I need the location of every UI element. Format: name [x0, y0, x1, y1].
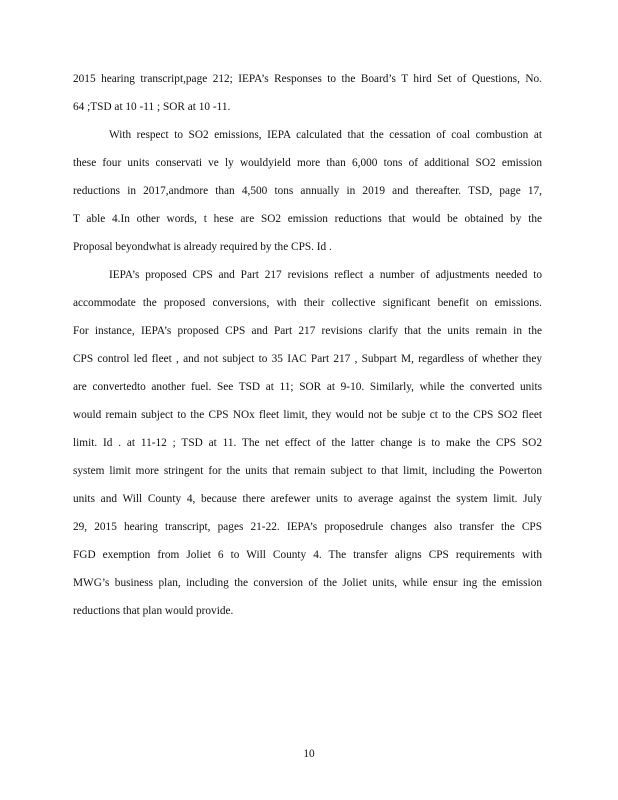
text-line: 2015 hearing transcript,page 212; IEPA’s Responses to the Board’s T hird Set of Questions, No.	[73, 73, 542, 85]
text-line: T able 4.In other words, t hese are SO2 emission reductions that would be obtained by the	[73, 213, 542, 225]
text-line: 64 ;TSD at 10 -11 ; SOR at 10 -11.	[73, 101, 231, 113]
text-line: Proposal beyondwhat is already required by the CPS. Id .	[73, 241, 332, 253]
text-line: system limit more stringent for the units that remain subject to that limit, including the Powerton	[73, 465, 542, 477]
text-line: IEPA’s proposed CPS and Part 217 revisions reflect a number of adjustments needed to	[109, 269, 542, 281]
text-line: are convertedto another fuel. See TSD at 11; SOR at 9-10. Similarly, while the converted units	[73, 381, 542, 393]
text-line: reductions that plan would provide.	[73, 605, 234, 617]
text-line: 29, 2015 hearing transcript, pages 21-22. IEPA’s proposedrule changes also transfer the CPS	[73, 521, 542, 533]
text-line: MWG’s business plan, including the conversion of the Joliet units, while ensur ing the emission	[73, 577, 542, 589]
page-number: 10	[303, 748, 315, 760]
text-line: limit. Id . at 11-12 ; TSD at 11. The net effect of the latter change is to make the CPS SO2	[73, 437, 542, 449]
text-line: For instance, IEPA’s proposed CPS and Part 217 revisions clarify that the units remain in the	[73, 325, 542, 337]
text-line: reductions in 2017,andmore than 4,500 tons annually in 2019 and thereafter. TSD, page 17,	[73, 185, 542, 197]
text-line: With respect to SO2 emissions, IEPA calculated that the cessation of coal combustion at	[109, 129, 542, 141]
text-line: would remain subject to the CPS NOx fleet limit, they would not be subje ct to the CPS SO2 fleet	[73, 409, 542, 421]
text-line: units and Will County 4, because there arefewer units to average against the system limit. July	[73, 493, 542, 505]
text-line: these four units conservati ve ly wouldyield more than 6,000 tons of additional SO2 emission	[73, 157, 542, 169]
text-line: FGD exemption from Joliet 6 to Will County 4. The transfer aligns CPS requirements with	[73, 549, 542, 561]
text-line: accommodate the proposed conversions, with their collective significant benefit on emissions.	[73, 297, 542, 309]
text-line: CPS control led fleet , and not subject to 35 IAC Part 217 , Subpart M, regardless of whether they	[73, 353, 542, 365]
